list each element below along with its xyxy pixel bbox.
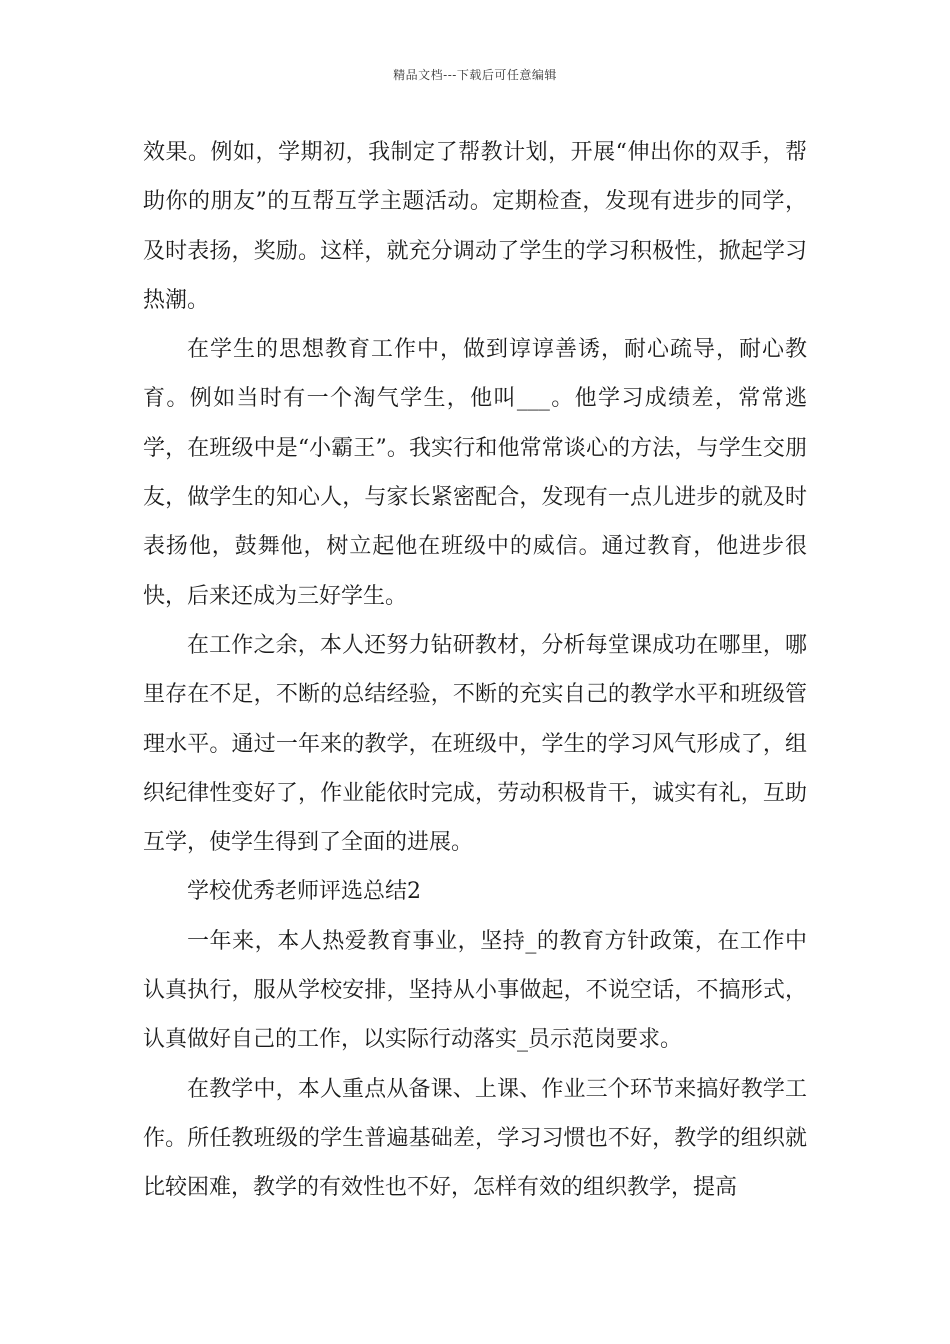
paragraph-teaching-approach: 在教学中，本人重点从备课、上课、作业三个环节来搞好教学工作。所任教班级的学生普遍基础差，学习习惯也不好，教学的组织就比较困难，教学的有效性也不好，怎样有效的组织教学，提高 — [143, 1076, 807, 1201]
section-heading: 学校优秀老师评选总结2 — [187, 879, 421, 905]
page-header: 精品文档---下载后可任意编辑 — [393, 68, 557, 82]
paragraph-continuation: 效果。例如，学期初，我制定了帮教计划，开展“伸出你的双手，帮助你的朋友”的互帮互学主题活动。定期检查，发现有进步的同学，及时表扬，奖励。这样，就充分调动了学生的学习积极性，掀起学习热潮。 — [143, 140, 807, 313]
paragraph-ideological-education: 在学生的思想教育工作中，做到谆谆善诱，耐心疏导，耐心教育。例如当时有一个淘气学生，他叫___。他学习成绩差，常常逃学，在班级中是“小霸王”。我实行和他常常谈心的方法，与学生交朋友，做学生的知心人，与家长紧密配合，发现有一点儿进步的就及时表扬他，鼓舞他，树立起他在班级中的威信。通过教育，他进步很快，后来还成为三好学生。 — [143, 337, 807, 609]
paragraph-year-summary: 一年来，本人热爱教育事业，坚持_的教育方针政策，在工作中认真执行，服从学校安排，坚持从小事做起，不说空话，不搞形式，认真做好自己的工作，以实际行动落实_员示范岗要求。 — [143, 928, 807, 1053]
paragraph-teaching-research: 在工作之余，本人还努力钻研教材，分析每堂课成功在哪里，哪里存在不足，不断的总结经验，不断的充实自己的教学水平和班级管理水平。通过一年来的教学，在班级中，学生的学习风气形成了，组织纪律性变好了，作业能依时完成，劳动积极肯干，诚实有礼，互助互学，使学生得到了全面的进展。 — [143, 632, 807, 856]
document-body — [143, 128, 807, 1213]
